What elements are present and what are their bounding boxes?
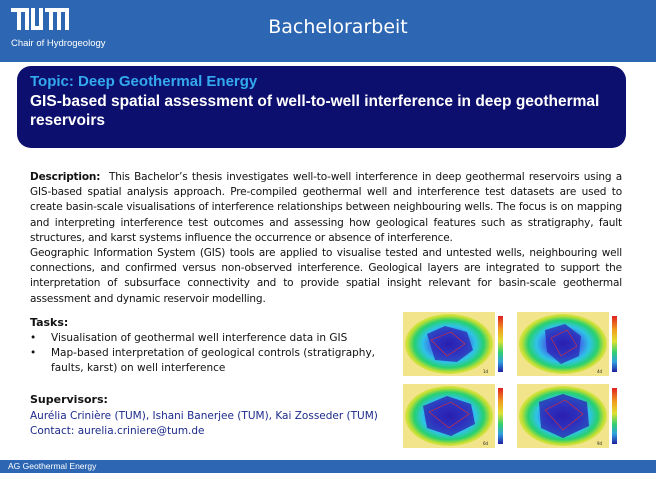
tasks-title: Tasks: (30, 316, 69, 329)
description-paragraph-2: Geographic Information System (GIS) tools are applied to visualise tested and untested wells, neighbouring well connections, and confirmed versus non-observed interference. Geological layers are integrated to support the interpretation of subsurface connectivity and to provide spatial insight relevant for basin-scale geothermal assessment and dynamic reservoir modelling. (30, 247, 622, 305)
map-label-2: 4d (597, 369, 603, 374)
thesis-title: GIS-based spatial assessment of well-to-well interference in deep geothermal reservoirs (30, 93, 600, 129)
description (30, 170, 622, 307)
supervisor-names: Aurélia Crinière (TUM), Ishani Banerjee (TUM), Kai Zosseder (TUM) (30, 410, 378, 422)
supervisors (30, 409, 378, 439)
supervisors-title: Supervisors: (30, 393, 108, 406)
task-item (30, 346, 380, 376)
footer-bar (0, 460, 656, 473)
map-panel-3 (403, 384, 503, 448)
contact-email[interactable]: Contact: aurelia.criniere@tum.de (30, 425, 205, 437)
map-panel-2 (517, 312, 617, 376)
interference-maps-figure (395, 310, 623, 452)
description-paragraph-1 (30, 170, 622, 246)
tasks-list (30, 331, 380, 376)
topic-box (17, 66, 626, 148)
header-bar (0, 0, 656, 62)
description-text-1: This Bachelor’s thesis investigates well-to-well interference in deep geothermal reservoirs using a GIS-based spatial analysis approach. Pre-compiled geothermal well and interference test datasets are used to create basin-scale visualisations of interference relationships between neighbouring wells. The focus is on mapping and interpreting interference test outcomes and assessing how geological features such as stratigraphy, fault structures, and karst systems influence the occurrence or absence of interference. (30, 171, 622, 244)
chair-name: Chair of Hydrogeology (11, 38, 106, 49)
footer-text: AG Geothermal Energy (8, 461, 97, 471)
description-label: Description: (30, 171, 101, 183)
map-panel-1 (403, 312, 503, 376)
task-text: Map-based interpretation of geological controls (stratigraphy, faults, karst) on well interference (51, 347, 376, 374)
topic-label: Topic: Deep Geothermal Energy (30, 73, 258, 90)
page-title: Bachelorarbeit (268, 16, 408, 38)
map-label-3: 6d (483, 441, 489, 446)
map-panel-4 (517, 384, 617, 448)
task-text: Visualisation of geothermal well interference data in GIS (51, 332, 348, 344)
map-label-1: 1d (483, 369, 489, 374)
map-label-4: 9d (597, 441, 603, 446)
task-item (30, 331, 380, 346)
bullet-icon: • (30, 332, 37, 344)
bullet-icon: • (30, 347, 37, 359)
